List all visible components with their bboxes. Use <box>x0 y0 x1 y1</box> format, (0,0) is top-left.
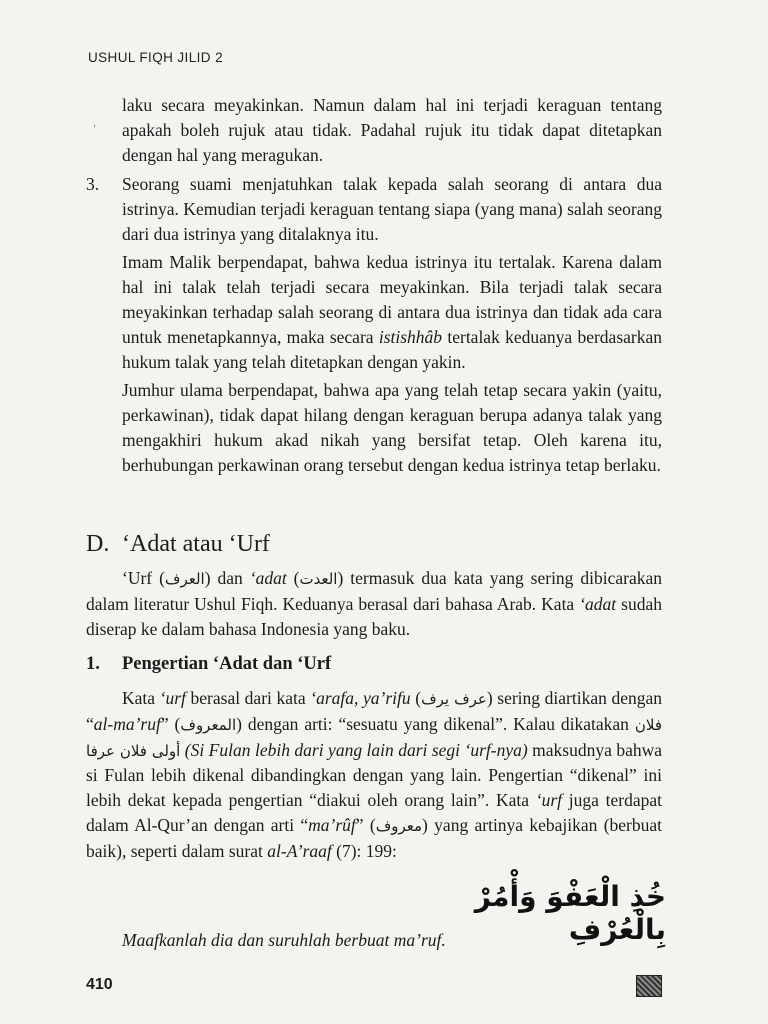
urf-term: ‘urf <box>535 790 563 811</box>
continued-text: laku secara meyakinkan. Namun dalam hal ini terjadi keraguan tentang apakah boleh rujuk atau tidak. Padahal rujuk itu tidak dapat ditetapkan dengan hal yang meragukan. <box>122 95 662 165</box>
text-part: ) sering diartikan dengan “ <box>86 688 662 734</box>
arafa-term: ‘arafa, ya’rifu <box>310 688 411 708</box>
intro-part: sudah diserap ke dalam bahasa Indonesia yang baku. <box>86 593 663 639</box>
p2-text-b: tertalak keduanya berdasarkan hukum talak yang telah ditetapkan dengan yakin. <box>122 326 662 372</box>
item-3-paragraph-2 <box>122 250 662 374</box>
text-part: ) yang artinya kebajikan (berbuat baik), seperti dalam surat <box>86 814 663 861</box>
text-part: berasal dari kata <box>185 688 311 708</box>
text-part: ( <box>410 688 422 708</box>
section-d-intro-text <box>86 566 662 641</box>
section-d-title: ‘Adat atau ‘Urf <box>122 531 270 557</box>
item-3-block <box>122 172 662 478</box>
arabic-al-urf: العرف <box>164 570 205 588</box>
section-d-letter: D. <box>86 531 110 557</box>
p2-text-a: Imam Malik berpendapat, bahwa kedua istrinya itu tertalak. Karena dalam hal ini talak telah terjadi secara meyakinkan. Bila terjadi talak secara meyakinkan terhadap salah seorang di antara dua istrinya dan tidak ada cara untuk menetapkannya, maka secara <box>122 252 662 347</box>
arabic-arafa: عرف يرف <box>421 690 487 708</box>
continued-paragraph <box>122 93 662 167</box>
section-d-intro <box>86 566 662 641</box>
arabic-maruf: معروف <box>375 816 423 835</box>
item-3-paragraph-3: Jumhur ulama berpendapat, bahwa apa yang telah tetap secara yakin (yaitu, perkawinan), tidak dapat hilang dengan keraguan berupa adanya talak yang mengakhiri hukum akad nikah yang bersifat tetap. Oleh karena itu, berhubungan perkawinan orang tersebut dengan kedua istrinya tetap berlaku. <box>122 380 662 475</box>
item-3-number: 3. <box>86 174 100 194</box>
verse-translation: Maafkanlah dia dan suruhlah berbuat ma’ruf. <box>122 930 446 950</box>
item-3-paragraph-1: Seorang suami menjatuhkan talak kepada salah seorang di antara dua istrinya. Kemudian terjadi keraguan tentang siapa (yang mana) salah seorang dari dua istrinya yang ditalaknya itu. <box>122 174 662 244</box>
subsection-1-body <box>86 686 662 864</box>
arabic-al-maruf: المعروف <box>180 715 237 734</box>
text-part: ” ( <box>160 713 181 734</box>
quran-verse: خُذِ الْعَفْوَ وَأْمُرْ بِالْعُرْفِ <box>474 880 666 946</box>
page-ornament-icon <box>636 975 662 997</box>
subsection-1-number: 1. <box>86 654 100 674</box>
page-number: 410 <box>86 976 113 993</box>
maruf-term: ma’rûf <box>308 814 356 835</box>
text-part: ” ( <box>355 814 376 835</box>
arabic-fulan-phrase: فلان أولى فلان عرفا <box>86 715 662 760</box>
urf-term: ‘urf <box>159 688 186 708</box>
intro-part: ( <box>286 568 300 588</box>
intro-part: ) termasuk dua kata yang sering dibicarakan dalam literatur Ushul Fiqh. Keduanya berasal dari bahasa Arab. Kata <box>86 568 663 614</box>
text-part: juga terdapat dalam Al-Qur’an dengan arti “ <box>86 790 662 835</box>
stray-mark: ' <box>93 124 96 135</box>
intro-part: ‘Urf ( <box>122 568 165 588</box>
section-d-heading <box>86 531 270 558</box>
adat-term: ‘adat <box>249 568 287 588</box>
pengertian-paragraph <box>86 686 662 864</box>
si-fulan-gloss: (Si Fulan lebih dari yang lain dari segi ‘urf-nya) <box>184 739 528 760</box>
intro-part: ) dan <box>204 568 250 588</box>
subsection-1-heading <box>86 654 331 675</box>
istishhab-term: istishhâb <box>378 326 443 347</box>
arabic-al-adat: العدت <box>299 570 338 588</box>
al-maruf-term: al-ma’ruf <box>93 713 161 734</box>
surah-name: al-A’raaf <box>267 840 332 861</box>
text-part: maksudnya bahwa si Fulan lebih dikenal dibandingkan dengan yang lain. Pengertian “dikenal” ini lebih dekat kepada pengertian “diakui oleh orang lain”. Kata <box>86 739 662 811</box>
running-header: USHUL FIQH JILID 2 <box>88 50 223 65</box>
adat-term: ‘adat <box>579 593 617 614</box>
text-part: ) dengan arti: “sesuatu yang dikenal”. Kalau dikatakan <box>236 713 635 734</box>
text-part: (7): 199: <box>331 840 397 861</box>
text-part: Kata <box>122 688 160 708</box>
subsection-1-title: Pengertian ‘Adat dan ‘Urf <box>122 654 332 674</box>
